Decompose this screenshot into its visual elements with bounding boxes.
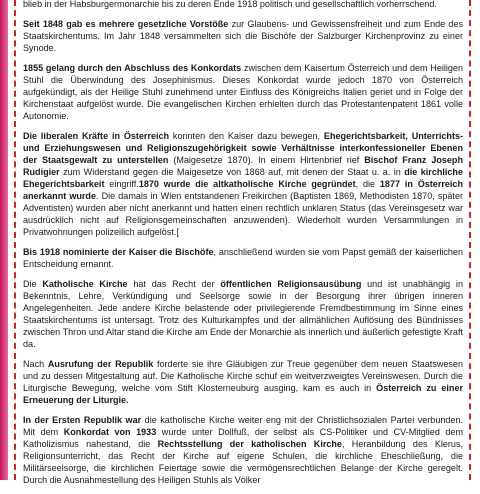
bold-text-run: In der Ersten Republik war (23, 415, 142, 425)
text-run: Die (23, 279, 43, 289)
text-run: (Maigesetze 1870). In einem Hirtenbrief rief (168, 155, 365, 165)
bold-text-run: öffentlichen Religionsausübung (220, 279, 362, 289)
paragraph (23, 246, 463, 270)
bold-text-run: Ehegerichtsbarkeit, Unterrichts- und Erziehungswesen und Religionszugehörigkeit sowie Verhältnisse interkonfessioneller Ebenen der Staatsgewalt zu unterstellen (23, 131, 464, 165)
bold-text-run: Bischof Franz Joseph Rudigier (23, 155, 463, 177)
text-run: blieb in der Habsburgermonarchie bis zu deren Ende 1918 politisch und gesellschaftlich vorherrschend. (23, 0, 437, 9)
paragraph (23, 62, 463, 122)
text-run: eingriff. (104, 179, 139, 189)
text-run: die katholische Kirche weiter eng mit der Christlichsozialen Partei verbunden. Mit dem (23, 415, 463, 437)
bold-text-run: Bis 1918 nominierte der Kaiser die Bischöfe (23, 247, 214, 257)
text-run: zum Widerstand gegen die Maigesetze von 1868 auf, mit denen der Staat u. a. in (59, 167, 405, 177)
right-dashed-border (469, 0, 471, 480)
paragraph (23, 414, 463, 486)
bold-text-run: Konkordat von 1933 (63, 427, 157, 437)
left-dashed-border (14, 0, 16, 480)
bold-text-run: Katholische Kirche (42, 279, 128, 289)
bold-text-run: 1855 gelang durch den Abschluss des Konkordats (23, 63, 242, 73)
paragraph (23, 130, 463, 238)
text-run: hat das Recht der (127, 279, 221, 289)
bold-text-run: Die liberalen Kräfte in Österreich (23, 131, 170, 141)
bold-text-run: 1877 in Österreich anerkannt wurde (23, 179, 463, 201)
bold-text-run: Rechtsstellung der katholischen Kirche (157, 439, 342, 449)
text-run: , Heranbildung des Klerus, Religionsunterricht, das Recht der Kirche auf eigene Schulen, die kirchliche Eheschließung, die Militärseelsorge, die kirchlichen Feiertage sowie die vermögensrechtlichen Belange der Kirche geregelt. Durch die Ausnahmestellung des Heiligen Stuhls als Völker (23, 439, 463, 485)
text-run: . Die damals in Wien entstandenen Freikirchen (Baptisten 1869, Methodisten 1870, später Adventisten) wurden aber nicht anerkannt und hatten einen rechtlich unklaren Status (das Vereinsgesetz war ausdrücklich nicht auf Religionsgemeinschaften anzuwenden). Wiederholt wurden Versammlungen in Privatwohnungen polizeilich aufgelöst.[ (23, 191, 463, 237)
paragraph (23, 358, 463, 406)
text-run: und ist unabhängig in Bekenntnis, Lehre, Verkündigung und Seelsorge sowie in der Besorgung ihrer übrigen inneren Angelegenheiten. Jede andere Kirche belastende oder privilegierende Fremdbestimmung im Sinne eines Staatskirchentums ist untersagt. Trotz des Kulturkampfes und der allmählichen Auflösung des Bündnisses zwischen Thron und Altar stand die Kirche am Ende der Monarchie als innerlich und äußerlich gefestigte Kraft da. (23, 279, 463, 349)
document-body (23, 0, 463, 494)
text-run: wurde unter Dollfuß, der selbst als CS-Politiker und CV-Mitglied dem Katholizismus nahestand, die (23, 427, 463, 449)
text-run: Nach (23, 359, 48, 369)
paragraph (23, 0, 463, 10)
paragraph (23, 18, 463, 54)
text-run: , die (355, 179, 380, 189)
text-run: konnten den Kaiser dazu bewegen, (169, 131, 324, 141)
paragraph (23, 278, 463, 350)
text-run: forderte sie ihre Gläubigen zur Treue gegenüber dem neuen Staatswesen und zu dessen Mitgestaltung auf. Die Katholische Kirche schuf ein weitverzweigtes Vereinswesen. Durch die Liturgische Bewegung, welche vom Stift Klosterneuburg ausging, kam es auch in (23, 359, 463, 393)
text-run: zur Glaubens- und Gewissensfreiheit und zum Ende des Staatskirchentums. Im Jahr 1848 versammelten sich die Bischöfe der Salzburger Kirchenprovinz zu einer Synode. (23, 19, 463, 53)
text-run: zwischen dem Kaisertum Österreich und dem Heiligen Stuhl die Überwindung des Josephinismus. Dieses Konkordat wurde jedoch 1870 von Österreich aufgekündigt, als der Heilige Stuhl zunehmend unter Einfluss des Königreichs Italien geriet und in Folge der Kirchenstaat aufgelöst wurde. Die evangelischen Kirchen erhielten durch das Protestantenpatent 1861 volle Autonomie. (23, 63, 463, 121)
bold-text-run: Seit 1848 gab es mehrere gesetzliche Vorstöße (23, 19, 229, 29)
text-run: , anschließend wurden sie vom Papst gemäß der kaiserlichen Entscheidung ernannt. (23, 247, 463, 269)
bold-text-run: Österreich zu einer Erneuerung der Liturgie. (23, 383, 463, 405)
bold-text-run: Ausrufung der Republik (47, 359, 154, 369)
bold-text-run: die kirchliche Ehegerichtsbarkeit (23, 167, 463, 189)
bold-text-run: 1870 wurde die altkatholische Kirche gegründet (138, 179, 356, 189)
left-decorative-band (0, 0, 8, 480)
